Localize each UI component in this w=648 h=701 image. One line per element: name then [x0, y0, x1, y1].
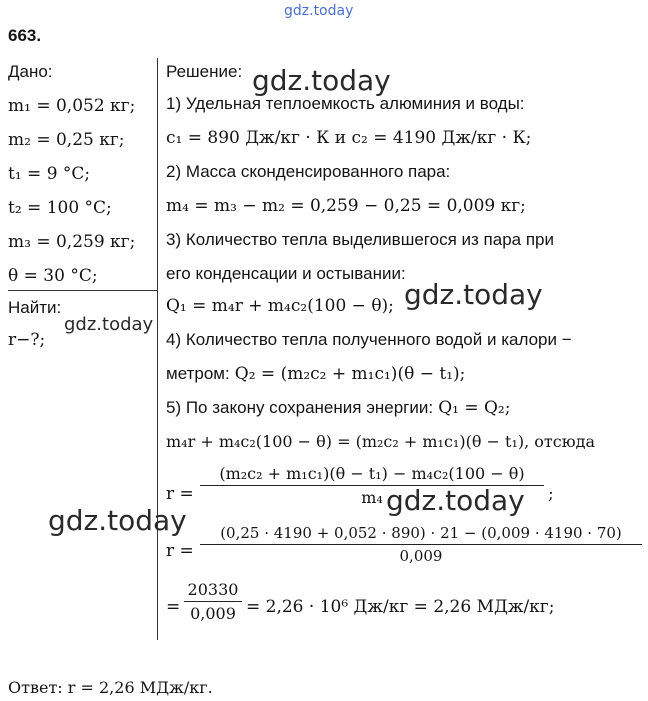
step-2: 2) Масса сконденсированного пара: [166, 162, 451, 181]
given-item: t₂ = 100 °C; [8, 198, 112, 218]
given-heading: Дано: [8, 62, 53, 81]
answer: Ответ: r = 2,26 МДж/кг. [8, 678, 213, 697]
watermark-top: gdz.today [284, 3, 354, 19]
equation-2: m₄ = m₃ − m₂ = 0,259 − 0,25 = 0,009 кг; [166, 196, 526, 216]
step-1: 1) Удельная теплоемкость алюминия и воды: [166, 94, 525, 113]
step-3-line-1: 3) Количество тепла выделившегося из пара при [166, 230, 554, 249]
step-5-prefix: 5) По закону сохранения энергии: [166, 398, 434, 417]
step-4-line-2 [166, 364, 465, 384]
given-item: m₃ = 0,259 кг; [8, 232, 136, 252]
r-equals-1: r = [166, 484, 194, 504]
solution-heading: Решение: [166, 62, 243, 81]
equation-4: Q₂ = (m₂c₂ + m₁c₁)(θ − t₁); [234, 364, 466, 384]
equation-5b: m₄r + m₄c₂(100 − θ) = (m₂c₂ + m₁c₁)(θ − t₁), отсюда [166, 432, 596, 451]
fraction-3-numerator: 20330 [187, 580, 239, 599]
fraction-1-tail: ; [548, 484, 554, 504]
result: = 2,26 · 10⁶ Дж/кг = 2,26 МДж/кг; [246, 597, 555, 617]
fraction-2-denominator: 0,009 [399, 547, 443, 565]
step-4-prefix: метром: [166, 364, 230, 383]
given-item: m₁ = 0,052 кг; [8, 96, 136, 116]
watermark: gdz.today [252, 64, 391, 97]
equation-1: c₁ = 890 Дж/кг · К и c₂ = 4190 Дж/кг · К; [166, 128, 532, 148]
given-divider [8, 290, 158, 291]
fraction-2 [200, 524, 642, 565]
problem-number: 663. [8, 26, 42, 45]
find-item: r−?; [8, 330, 46, 350]
watermark: gdz.today [386, 484, 525, 517]
watermark: gdz.today [404, 278, 543, 311]
step-4-line-1: 4) Количество тепла полученного водой и калори − [166, 330, 572, 349]
watermark: gdz.today [64, 314, 154, 335]
column-divider [157, 58, 158, 640]
equals-sign: = [166, 597, 181, 617]
fraction-3-denominator: 0,009 [190, 604, 236, 623]
find-heading: Найти: [8, 298, 62, 317]
fraction-2-numerator: (0,25 · 4190 + 0,052 · 890) · 21 − (0,009 · 4190 · 70) [220, 524, 622, 542]
given-item: m₂ = 0,25 кг; [8, 130, 125, 150]
step-5-line [166, 398, 510, 418]
fraction-1-numerator: (m₂c₂ + m₁c₁)(θ − t₁) − m₄c₂(100 − θ) [219, 464, 525, 483]
equation-5a: Q₁ = Q₂; [438, 398, 511, 418]
given-item: θ = 30 °C; [8, 266, 98, 286]
equation-3: Q₁ = m₄r + m₄c₂(100 − θ); [166, 296, 394, 316]
step-3-line-2: его конденсации и остывании: [166, 264, 406, 283]
fraction-1-denominator: m₄ [361, 488, 383, 507]
r-equals-2: r = [166, 541, 194, 561]
given-item: t₁ = 9 °C; [8, 164, 91, 184]
fraction-3 [184, 580, 242, 623]
watermark: gdz.today [48, 504, 187, 537]
